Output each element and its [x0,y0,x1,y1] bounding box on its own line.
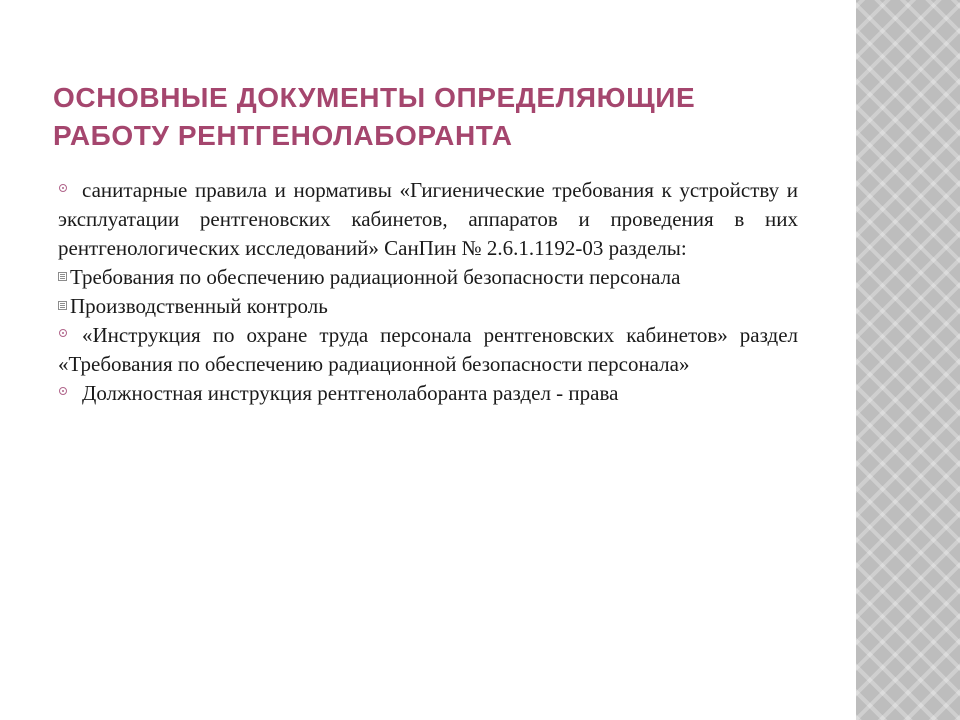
bullet-item-text: Должностная инструкция рентгенолаборанта раздел - права [82,381,619,405]
sub-bullet-item-text: Производственный контроль [70,294,328,318]
bullet-item [58,321,798,379]
circle-bullet-icon [59,184,67,192]
bullet-item-text: «Инструкция по охране труда персонала рентгеновских кабинетов» раздел «Требования по обеспечению радиационной безопасности персонала» [58,323,798,376]
bullet-item [58,379,798,408]
list-bullet-icon [58,301,67,310]
sub-bullet-item [58,292,798,321]
sub-bullet-item-text: Требования по обеспечению радиационной безопасности персонала [70,265,681,289]
sub-bullet-item [58,263,798,292]
bullet-item [58,176,798,263]
bullet-list [58,176,798,408]
list-bullet-icon [58,272,67,281]
decorative-pattern-strip [856,0,960,720]
circle-bullet-icon [59,387,67,395]
circle-bullet-icon [59,329,67,337]
bullet-item-text: санитарные правила и нормативы «Гигиенические требования к устройству и эксплуатации рентгеновских кабинетов, аппаратов и проведения в них рентгенологических исследований» СанПин № 2.6.1.1192-03 разделы: [58,178,798,260]
slide-title: ОСНОВНЫЕ ДОКУМЕНТЫ ОПРЕДЕЛЯЮЩИЕ РАБОТУ РЕНТГЕНОЛАБОРАНТА [53,82,696,151]
